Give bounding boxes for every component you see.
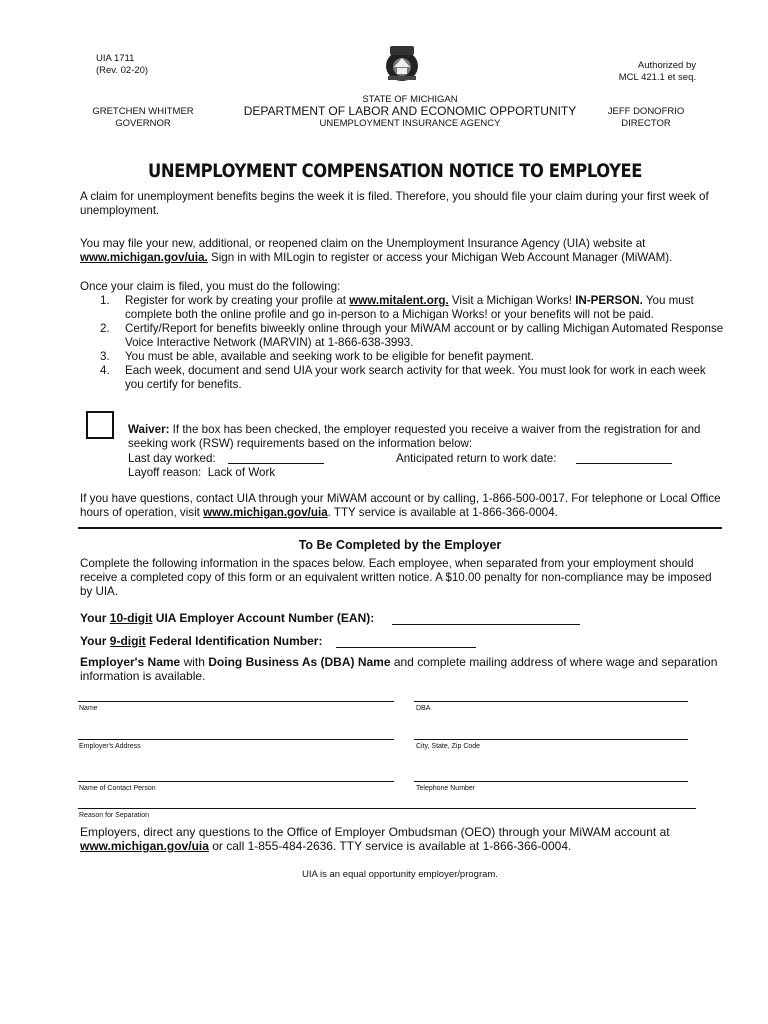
separation-reason-label: Reason for Separation [79,812,150,819]
telephone-label: Telephone Number [416,785,476,792]
list-item: 4. Each week, document and send UIA your work search activity for that week. You must look for work in each week you certify for benefits. [100,364,706,391]
agency-name: UNEMPLOYMENT INSURANCE AGENCY [319,118,501,129]
section-divider [78,527,722,529]
last-day-worked-label: Last day worked: [128,452,216,465]
employer-name-field[interactable] [78,701,394,702]
intro-paragraph: A claim for unemployment benefits begins the week it is filed. Therefore, you should file your claim during your first week of unemployment. [80,190,709,217]
mitalent-link[interactable]: www.mitalent.org. [349,294,449,307]
list-item: 2. Certify/Report for benefits biweekly online through your MiWAM account or by calling Michigan Automated Response Voice Interactive Network (MARVIN) at 1-866-638-3993. [100,322,724,349]
employer-section-heading: To Be Completed by the Employer [298,538,502,552]
list-item: 1. Register for work by creating your profile at www.mitalent.org. Visit a Michigan Works! IN-PERSON. You must complete both the online profile and go in-person to a Michigan Works! or your benefits will not be paid. [100,294,694,321]
ean-label: Your 10-digit UIA Employer Account Number (EAN): [80,611,375,625]
layoff-reason-value: Lack of Work [207,466,276,479]
equal-opportunity-statement: UIA is an equal opportunity employer/program. [302,869,498,880]
employer-instructions: Complete the following information in the spaces below. Each employee, when separated from your employment should receive a completed copy of this form or an equivalent written notice. A $10.00 penalty for non-compliance may be imposed by UIA. [80,557,712,598]
governor-block: GRETCHEN WHITMER GOVERNOR [92,106,194,129]
authority-citation: Authorized by MCL 421.1 et seq. [618,60,696,83]
separation-reason-field[interactable] [78,808,696,809]
city-label: City, State, Zip Code [416,743,481,750]
form-number: UIA 1711 (Rev. 02-20) [96,53,149,76]
contact-paragraph: If you have questions, contact UIA through your MiWAM account or by calling, 1-866-500-0017. For telephone or Local Office hours of operation, visit www.michigan.gov/uia. TTY service is available at 1-866-366-0004. [80,492,721,519]
contact-person-label: Name of Contact Person [79,785,156,792]
uia-contact-link[interactable]: www.michigan.gov/uia [203,506,328,519]
dba-label: DBA [416,705,431,712]
page-title: UNEMPLOYMENT COMPENSATION NOTICE TO EMPLOYEE [148,160,642,182]
telephone-field[interactable] [414,781,688,782]
list-item: 3. You must be able, available and seeking work to be eligible for benefit payment. [100,350,534,363]
return-date-label: Anticipated return to work date: [396,452,557,465]
waiver-text: Waiver: If the box has been checked, the employer requested you receive a waiver from the registration for and seeking work (RSW) requirements based on the information below: [128,423,701,450]
address-label: Employer's Address [79,743,141,750]
contact-person-field[interactable] [78,781,394,782]
steps-list [80,294,725,392]
filing-paragraph: You may file your new, additional, or reopened claim on the Unemployment Insurance Agency (UIA) website at www.michigan.gov/uia. Sign in with MILogin to register or access your Michigan Web Account Manager (MiWAM). [80,237,673,264]
michigan-seal-icon [380,42,424,84]
oeo-link[interactable]: www.michigan.gov/uia [80,839,209,853]
ean-field[interactable] [392,624,580,625]
layoff-reason: Layoff reason: Lack of Work [128,466,276,479]
steps-intro: Once your claim is filed, you must do the following: [80,280,341,293]
return-date-field[interactable] [576,452,672,464]
fein-label: Your 9-digit Federal Identification Number: [80,634,323,648]
city-state-zip-field[interactable] [414,739,688,740]
uia-website-link[interactable]: www.michigan.gov/uia. [80,251,208,264]
employer-name-instructions: Employer's Name with Doing Business As (DBA) Name and complete mailing address of where wage and separation information is available. [80,655,718,683]
oeo-paragraph: Employers, direct any questions to the Office of Employer Ombudsman (OEO) through your MiWAM account at www.michigan.gov/uia or call 1-855-484-2636. TTY service is available at 1-866-366-0004. [80,825,670,853]
department-name: DEPARTMENT OF LABOR AND ECONOMIC OPPORTUNITY [243,104,577,118]
last-day-worked-field[interactable] [228,452,324,464]
state-name: STATE OF MICHIGAN [362,94,458,105]
employer-address-field[interactable] [78,739,394,740]
dba-field[interactable] [414,701,688,702]
director-block: JEFF DONOFRIO DIRECTOR [607,106,685,129]
waiver-checkbox[interactable] [86,411,114,439]
name-label: Name [79,705,98,712]
fein-field[interactable] [336,647,476,648]
